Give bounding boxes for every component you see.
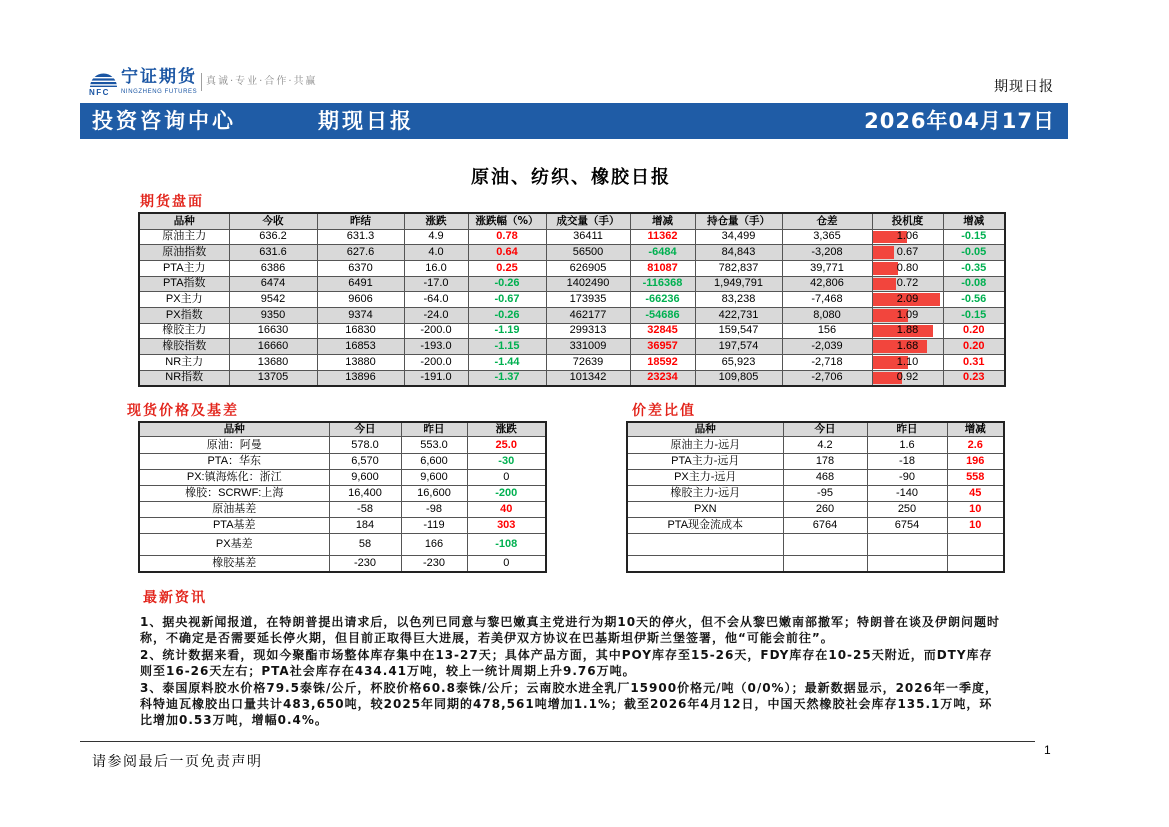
futures-column-header: 增减: [630, 213, 695, 229]
futures-section-title: 期货盘面: [140, 194, 204, 210]
futures-cell-volume-change: 18592: [630, 355, 695, 371]
spot-cell-yesterday: 166: [401, 534, 467, 556]
spread-table-body: [627, 437, 1004, 572]
futures-header-row: [139, 213, 1005, 229]
spot-row: [139, 556, 546, 572]
futures-cell-volume-change: -116368: [630, 276, 695, 292]
spot-cell-change: 0: [467, 470, 546, 486]
spread-empty-cell: [947, 556, 1004, 572]
spot-column-header: 品种: [139, 422, 329, 437]
futures-row: [139, 339, 1005, 355]
futures-cell-name: 橡胶主力: [139, 323, 229, 339]
news-item: 2、统计数据来看，现如今聚酯市场整体库存集中在13-27天；具体产品方面，其中POY库存至15-26天，FDY库存在10-25天附近，而DTY库存则至16-26天左右；PTA社会库存在434.41万吨，较上一统计周期上升9.76万吨。: [140, 648, 993, 678]
spot-header-row: [139, 422, 546, 437]
futures-cell-speculation: [872, 307, 943, 323]
futures-cell-volume: 72639: [546, 355, 630, 371]
futures-cell-speculation-change: 0.23: [943, 370, 1005, 386]
spot-cell-today: 184: [329, 518, 401, 534]
spot-cell-today: 16,400: [329, 486, 401, 502]
spot-cell-yesterday: 6,600: [401, 454, 467, 470]
futures-cell-prev-settle: 9606: [317, 292, 404, 308]
futures-cell-change: -193.0: [404, 339, 468, 355]
futures-column-header: 涨跌: [404, 213, 468, 229]
futures-row: [139, 370, 1005, 386]
speculation-bar: [873, 262, 899, 275]
futures-cell-change: 16.0: [404, 260, 468, 276]
spot-cell-name: PX基差: [139, 534, 329, 556]
futures-cell-oi-change: 8,080: [782, 307, 872, 323]
futures-cell-speculation: [872, 323, 943, 339]
futures-cell-prev-settle: 13896: [317, 370, 404, 386]
spread-cell-today: 4.2: [783, 437, 867, 454]
spread-empty-cell: [627, 556, 783, 572]
futures-cell-name: PX指数: [139, 307, 229, 323]
spread-cell-today: -95: [783, 486, 867, 502]
speculation-bar: [873, 246, 895, 259]
speculation-bar: [873, 278, 896, 291]
futures-cell-volume-change: 23234: [630, 370, 695, 386]
futures-cell-speculation-change: -0.15: [943, 307, 1005, 323]
futures-cell-close: 13680: [229, 355, 317, 371]
futures-column-header: 品种: [139, 213, 229, 229]
spread-empty-cell: [947, 534, 1004, 556]
spread-row: [627, 437, 1004, 454]
spread-cell-yesterday: -90: [867, 470, 947, 486]
futures-cell-volume: 101342: [546, 370, 630, 386]
spot-cell-name: 原油：阿曼: [139, 437, 329, 454]
futures-cell-change-pct: 0.25: [468, 260, 546, 276]
banner-report-name: 期现日报: [318, 109, 414, 133]
futures-cell-speculation-change: -0.08: [943, 276, 1005, 292]
spot-cell-change: -30: [467, 454, 546, 470]
banner-department: 投资咨询中心: [92, 109, 236, 133]
futures-cell-prev-settle: 627.6: [317, 245, 404, 261]
futures-cell-change: -191.0: [404, 370, 468, 386]
futures-cell-volume-change: 81087: [630, 260, 695, 276]
spot-table-body: [139, 437, 546, 572]
futures-cell-open-interest: 65,923: [695, 355, 782, 371]
futures-cell-open-interest: 782,837: [695, 260, 782, 276]
spread-row: [627, 454, 1004, 470]
spot-cell-name: 橡胶基差: [139, 556, 329, 572]
futures-cell-speculation-change: 0.20: [943, 323, 1005, 339]
spread-cell-yesterday: 250: [867, 502, 947, 518]
futures-cell-open-interest: 109,805: [695, 370, 782, 386]
futures-row: [139, 323, 1005, 339]
spread-cell-yesterday: 1.6: [867, 437, 947, 454]
spot-row: [139, 454, 546, 470]
spot-column-header: 今日: [329, 422, 401, 437]
spot-cell-yesterday: -230: [401, 556, 467, 572]
speculation-value: 0.92: [896, 371, 919, 384]
futures-cell-speculation-change: -0.05: [943, 245, 1005, 261]
futures-cell-change: -200.0: [404, 323, 468, 339]
futures-cell-prev-settle: 6370: [317, 260, 404, 276]
futures-cell-close: 631.6: [229, 245, 317, 261]
futures-cell-oi-change: 156: [782, 323, 872, 339]
futures-cell-volume: 36411: [546, 229, 630, 245]
futures-cell-close: 16660: [229, 339, 317, 355]
spot-column-header: 昨日: [401, 422, 467, 437]
report-title: 原油、纺织、橡胶日报: [471, 167, 671, 188]
futures-cell-change: -17.0: [404, 276, 468, 292]
page-number: 1: [1044, 743, 1051, 757]
spread-column-header: 昨日: [867, 422, 947, 437]
futures-cell-oi-change: -2,718: [782, 355, 872, 371]
report-type-label: 期现日报: [994, 79, 1054, 95]
spot-cell-yesterday: 16,600: [401, 486, 467, 502]
spread-cell-today: 468: [783, 470, 867, 486]
futures-cell-change: 4.0: [404, 245, 468, 261]
futures-cell-change: -24.0: [404, 307, 468, 323]
futures-row: [139, 292, 1005, 308]
futures-cell-change: 4.9: [404, 229, 468, 245]
futures-cell-speculation: [872, 245, 943, 261]
futures-cell-volume: 299313: [546, 323, 630, 339]
futures-cell-change-pct: 0.78: [468, 229, 546, 245]
futures-cell-change-pct: -1.37: [468, 370, 546, 386]
futures-cell-close: 13705: [229, 370, 317, 386]
futures-cell-open-interest: 83,238: [695, 292, 782, 308]
spot-cell-name: 原油基差: [139, 502, 329, 518]
spot-row: [139, 518, 546, 534]
spread-empty-cell: [867, 556, 947, 572]
spread-empty-row: [627, 556, 1004, 572]
logo-name: 宁证期货: [121, 67, 197, 87]
spot-cell-today: -230: [329, 556, 401, 572]
spread-cell-yesterday: -140: [867, 486, 947, 502]
futures-cell-oi-change: -2,039: [782, 339, 872, 355]
spread-cell-change: 45: [947, 486, 1004, 502]
news-item: 3、泰国原料胶水价格79.5泰铢/公斤，杯胶价格60.8泰铢/公斤；云南胶水进全乳厂15900价格元/吨（0/0%）；最新数据显示，2026年一季度，科特迪瓦橡胶出口量共计483,650吨，较2025年同期的478,561吨增加1.1%；截至2026年4月12日，中国天然橡胶社会库存135.1万吨，环比增加0.53万吨，增幅0.4%。: [140, 681, 998, 727]
futures-cell-volume: 1402490: [546, 276, 630, 292]
futures-cell-change: -64.0: [404, 292, 468, 308]
spread-empty-cell: [867, 534, 947, 556]
banner-date: 2026年04月17日: [864, 109, 1055, 133]
speculation-value: 1.68: [896, 340, 919, 353]
futures-cell-prev-settle: 9374: [317, 307, 404, 323]
spread-row: [627, 486, 1004, 502]
spot-section-title: 现货价格及基差: [127, 403, 239, 419]
futures-row: [139, 276, 1005, 292]
spread-cell-today: 260: [783, 502, 867, 518]
speculation-value: 0.67: [896, 246, 919, 259]
spot-cell-yesterday: 553.0: [401, 437, 467, 454]
spot-cell-today: 9,600: [329, 470, 401, 486]
futures-cell-name: NR主力: [139, 355, 229, 371]
futures-column-header: 持仓量（手）: [695, 213, 782, 229]
futures-cell-change-pct: -1.44: [468, 355, 546, 371]
spot-cell-change: 25.0: [467, 437, 546, 454]
futures-row: [139, 229, 1005, 245]
futures-cell-oi-change: -3,208: [782, 245, 872, 261]
futures-cell-open-interest: 422,731: [695, 307, 782, 323]
spread-cell-name: PTA现金流成本: [627, 518, 783, 534]
spot-table: [138, 421, 547, 573]
spot-cell-change: 303: [467, 518, 546, 534]
spot-cell-today: 58: [329, 534, 401, 556]
spot-row: [139, 486, 546, 502]
spot-row: [139, 437, 546, 454]
futures-cell-prev-settle: 16830: [317, 323, 404, 339]
futures-cell-change-pct: -1.15: [468, 339, 546, 355]
spread-cell-name: PTA主力-远月: [627, 454, 783, 470]
futures-cell-change-pct: -0.26: [468, 307, 546, 323]
futures-table-body: [139, 229, 1005, 386]
futures-cell-speculation: [872, 260, 943, 276]
futures-cell-close: 6474: [229, 276, 317, 292]
spread-empty-cell: [783, 556, 867, 572]
futures-row: [139, 245, 1005, 261]
futures-cell-volume-change: 11362: [630, 229, 695, 245]
spot-row: [139, 502, 546, 518]
futures-table: [138, 212, 1006, 387]
spot-cell-change: -108: [467, 534, 546, 556]
futures-cell-name: 橡胶指数: [139, 339, 229, 355]
spot-cell-today: 6,570: [329, 454, 401, 470]
futures-column-header: 今收: [229, 213, 317, 229]
speculation-value: 0.72: [896, 277, 919, 290]
speculation-value: 1.06: [896, 230, 919, 243]
spread-cell-change: 10: [947, 518, 1004, 534]
spot-table-head: [139, 422, 546, 437]
futures-cell-name: PTA主力: [139, 260, 229, 276]
futures-cell-change-pct: -0.26: [468, 276, 546, 292]
futures-cell-speculation: [872, 276, 943, 292]
spot-row: [139, 470, 546, 486]
spot-cell-change: -200: [467, 486, 546, 502]
spread-cell-change: 10: [947, 502, 1004, 518]
spot-cell-today: 578.0: [329, 437, 401, 454]
logo-english-name: NINGZHENG FUTURES: [121, 89, 198, 95]
futures-cell-volume: 331009: [546, 339, 630, 355]
futures-cell-speculation: [872, 292, 943, 308]
futures-cell-oi-change: 3,365: [782, 229, 872, 245]
futures-cell-close: 636.2: [229, 229, 317, 245]
futures-row: [139, 260, 1005, 276]
futures-cell-name: 原油主力: [139, 229, 229, 245]
spot-cell-name: 橡胶：SCRWF:上海: [139, 486, 329, 502]
footer-divider: [80, 741, 1035, 742]
futures-cell-volume-change: -66236: [630, 292, 695, 308]
futures-row: [139, 355, 1005, 371]
futures-cell-name: PX主力: [139, 292, 229, 308]
spread-column-header: 增减: [947, 422, 1004, 437]
speculation-value: 0.80: [896, 261, 919, 274]
spot-cell-yesterday: -98: [401, 502, 467, 518]
spread-row: [627, 502, 1004, 518]
futures-column-header: 成交量（手）: [546, 213, 630, 229]
spread-cell-change: 2.6: [947, 437, 1004, 454]
spread-empty-cell: [627, 534, 783, 556]
futures-cell-name: 原油指数: [139, 245, 229, 261]
spread-cell-name: 原油主力-远月: [627, 437, 783, 454]
spread-table-head: [627, 422, 1004, 437]
news-list: [140, 614, 1002, 729]
logo-mark: NFC: [89, 88, 110, 97]
futures-cell-open-interest: 197,574: [695, 339, 782, 355]
spread-cell-change: 558: [947, 470, 1004, 486]
futures-cell-name: PTA指数: [139, 276, 229, 292]
spot-cell-yesterday: 9,600: [401, 470, 467, 486]
futures-cell-close: 16630: [229, 323, 317, 339]
speculation-value: 1.09: [896, 308, 919, 321]
futures-table-head: [139, 213, 1005, 229]
spread-cell-name: PXN: [627, 502, 783, 518]
futures-cell-oi-change: -2,706: [782, 370, 872, 386]
futures-cell-change: -200.0: [404, 355, 468, 371]
futures-cell-speculation-change: 0.20: [943, 339, 1005, 355]
logo-slogan: 真诚·专业·合作·共赢: [206, 76, 318, 87]
spot-cell-change: 0: [467, 556, 546, 572]
nfc-globe-icon: [88, 67, 119, 88]
futures-cell-name: NR指数: [139, 370, 229, 386]
futures-column-header: 增减: [943, 213, 1005, 229]
futures-cell-volume-change: -6484: [630, 245, 695, 261]
spread-column-header: 品种: [627, 422, 783, 437]
futures-cell-open-interest: 159,547: [695, 323, 782, 339]
logo-divider: [201, 73, 202, 91]
spot-cell-yesterday: -119: [401, 518, 467, 534]
futures-row: [139, 307, 1005, 323]
spread-column-header: 今日: [783, 422, 867, 437]
footer-disclaimer: 请参阅最后一页免责声明: [92, 754, 263, 770]
futures-cell-close: 9542: [229, 292, 317, 308]
futures-cell-speculation-change: -0.35: [943, 260, 1005, 276]
futures-cell-speculation: [872, 370, 943, 386]
news-item: 1、据央视新闻报道，在特朗普提出请求后，以色列已同意与黎巴嫩真主党进行为期10天的停火，但不会从黎巴嫩南部撤军；特朗普在谈及伊朗问题时称，不确定是否需要延长停火期，但目前正取得巨大进展，若美伊双方协议在巴基斯坦伊斯兰堡签署，他“可能会前往”。: [140, 615, 1001, 645]
news-section-title: 最新资讯: [143, 590, 207, 606]
futures-cell-speculation: [872, 355, 943, 371]
spread-cell-change: 196: [947, 454, 1004, 470]
spread-cell-name: 橡胶主力-远月: [627, 486, 783, 502]
spot-cell-name: PTA基差: [139, 518, 329, 534]
futures-cell-volume: 173935: [546, 292, 630, 308]
speculation-value: 1.88: [896, 324, 919, 337]
spread-empty-cell: [783, 534, 867, 556]
futures-cell-open-interest: 34,499: [695, 229, 782, 245]
futures-cell-speculation-change: -0.15: [943, 229, 1005, 245]
spot-cell-name: PX:镇海炼化：浙江: [139, 470, 329, 486]
futures-cell-change-pct: -1.19: [468, 323, 546, 339]
spot-column-header: 涨跌: [467, 422, 546, 437]
futures-cell-volume-change: 36957: [630, 339, 695, 355]
spread-header-row: [627, 422, 1004, 437]
spread-cell-today: 178: [783, 454, 867, 470]
futures-cell-prev-settle: 631.3: [317, 229, 404, 245]
futures-cell-prev-settle: 13880: [317, 355, 404, 371]
spread-row: [627, 518, 1004, 534]
speculation-value: 1.10: [896, 355, 919, 368]
futures-cell-oi-change: 42,806: [782, 276, 872, 292]
futures-cell-oi-change: 39,771: [782, 260, 872, 276]
futures-cell-speculation-change: 0.31: [943, 355, 1005, 371]
spread-row: [627, 470, 1004, 486]
futures-cell-volume-change: 32845: [630, 323, 695, 339]
futures-cell-volume: 56500: [546, 245, 630, 261]
futures-column-header: 涨跌幅（%）: [468, 213, 546, 229]
futures-cell-change-pct: -0.67: [468, 292, 546, 308]
futures-cell-close: 9350: [229, 307, 317, 323]
futures-cell-open-interest: 84,843: [695, 245, 782, 261]
futures-cell-prev-settle: 16853: [317, 339, 404, 355]
futures-cell-volume: 626905: [546, 260, 630, 276]
futures-cell-oi-change: -7,468: [782, 292, 872, 308]
speculation-value: 2.09: [896, 293, 919, 306]
futures-column-header: 昨结: [317, 213, 404, 229]
futures-cell-volume-change: -54686: [630, 307, 695, 323]
futures-cell-volume: 462177: [546, 307, 630, 323]
futures-cell-change-pct: 0.64: [468, 245, 546, 261]
spread-empty-row: [627, 534, 1004, 556]
futures-cell-prev-settle: 6491: [317, 276, 404, 292]
spot-cell-name: PTA：华东: [139, 454, 329, 470]
spot-cell-today: -58: [329, 502, 401, 518]
spread-cell-yesterday: -18: [867, 454, 947, 470]
spot-cell-change: 40: [467, 502, 546, 518]
title-banner: [80, 103, 1068, 139]
futures-cell-close: 6386: [229, 260, 317, 276]
spot-row: [139, 534, 546, 556]
futures-column-header: 仓差: [782, 213, 872, 229]
spread-cell-name: PX主力-远月: [627, 470, 783, 486]
spread-table: [626, 421, 1005, 573]
futures-column-header: 投机度: [872, 213, 943, 229]
futures-cell-open-interest: 1,949,791: [695, 276, 782, 292]
spread-section-title: 价差比值: [632, 403, 696, 419]
futures-cell-speculation-change: -0.56: [943, 292, 1005, 308]
spread-cell-today: 6764: [783, 518, 867, 534]
spread-cell-yesterday: 6754: [867, 518, 947, 534]
futures-cell-speculation: [872, 229, 943, 245]
futures-cell-speculation: [872, 339, 943, 355]
